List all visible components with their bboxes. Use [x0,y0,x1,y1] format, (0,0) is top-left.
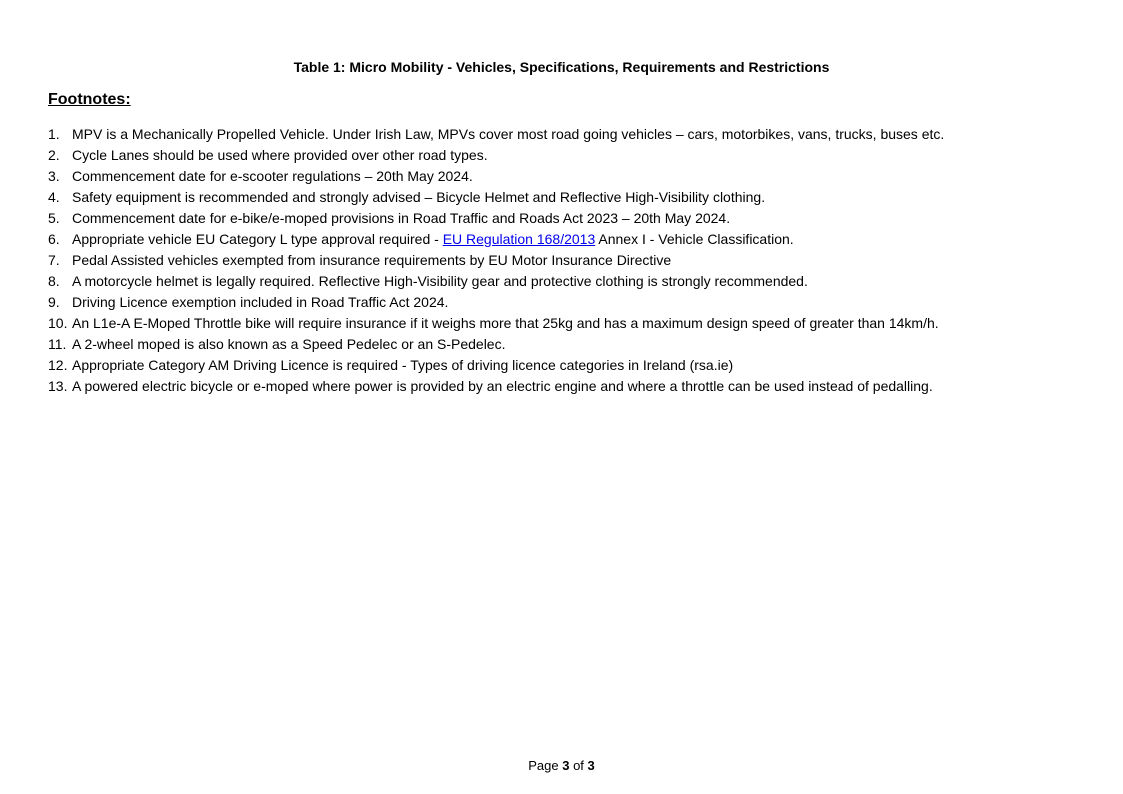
footnote-list [48,125,1108,398]
footnote-item [48,230,1108,251]
footnote-number: 9. [48,294,60,310]
footnote-text: An L1e-A E-Moped Throttle bike will require insurance if it weighs more that 25kg and has a maximum design speed of greater than 14km/h. [72,315,939,331]
footnote-number: 4. [48,189,60,205]
footnote-number: 10. [48,315,68,331]
footnote-number: 8. [48,273,60,289]
of-label: of [573,758,584,773]
footnote-number: 3. [48,168,60,184]
footnote-number: 11. [48,336,67,352]
footnote-text: A powered electric bicycle or e-moped where power is provided by an electric engine and where a throttle can be used instead of pedalling. [72,378,933,394]
footnote-number: 6. [48,231,60,247]
footnote-number: 5. [48,210,60,226]
footnote-text: Driving Licence exemption included in Road Traffic Act 2024. [72,294,449,310]
footnote-text: A 2-wheel moped is also known as a Speed Pedelec or an S-Pedelec. [72,336,506,352]
footnote-text: Commencement date for e-bike/e-moped provisions in Road Traffic and Roads Act 2023 – 20th May 2024. [72,210,731,226]
footnote-number: 1. [48,126,60,142]
footnote-text: Appropriate Category AM Driving Licence is required - Types of driving licence categories in Ireland (rsa.ie) [72,357,734,373]
footnote-item [48,251,1108,272]
footnote-number: 12. [48,357,68,373]
footnote-item [48,356,1108,377]
footnote-item [48,377,1108,398]
total-pages-number: 3 [587,758,595,773]
footnote-text: Cycle Lanes should be used where provided over other road types. [72,147,488,163]
footnote-number: 2. [48,147,60,163]
footnote-item [48,188,1108,209]
footnote-item [48,314,1108,335]
footnote-text-before-link: Appropriate vehicle EU Category L type approval required - [72,231,443,247]
eu-regulation-link[interactable]: EU Regulation 168/2013 [442,231,596,247]
footnotes-heading: Footnotes: [48,91,131,108]
footnote-number: 7. [48,252,60,268]
footnote-item [48,209,1108,230]
footnote-text-after-link: Annex I - Vehicle Classification. [595,231,794,247]
footnote-text: Pedal Assisted vehicles exempted from insurance requirements by EU Motor Insurance Directive [72,252,672,268]
footnote-text: Safety equipment is recommended and strongly advised – Bicycle Helmet and Reflective High-Visibility clothing. [72,189,766,205]
footnote-item [48,272,1108,293]
current-page-number: 3 [562,758,570,773]
footnote-item [48,335,1108,356]
footnote-number: 13. [48,378,68,394]
footnote-text: Commencement date for e-scooter regulations – 20th May 2024. [72,168,473,184]
footnote-item [48,125,1108,146]
page-label: Page [528,758,559,773]
footnote-item [48,146,1108,167]
footnote-item [48,293,1108,314]
document-title: Table 1: Micro Mobility - Vehicles, Specifications, Requirements and Restrictions [293,59,830,75]
footnote-text: A motorcycle helmet is legally required. Reflective High-Visibility gear and protective clothing is strongly recommended. [72,273,808,289]
footnote-item [48,167,1108,188]
footnote-text: MPV is a Mechanically Propelled Vehicle. Under Irish Law, MPVs cover most road going vehicles – cars, motorbikes, vans, trucks, buses etc. [72,126,945,142]
page-number-footer [0,758,1123,774]
